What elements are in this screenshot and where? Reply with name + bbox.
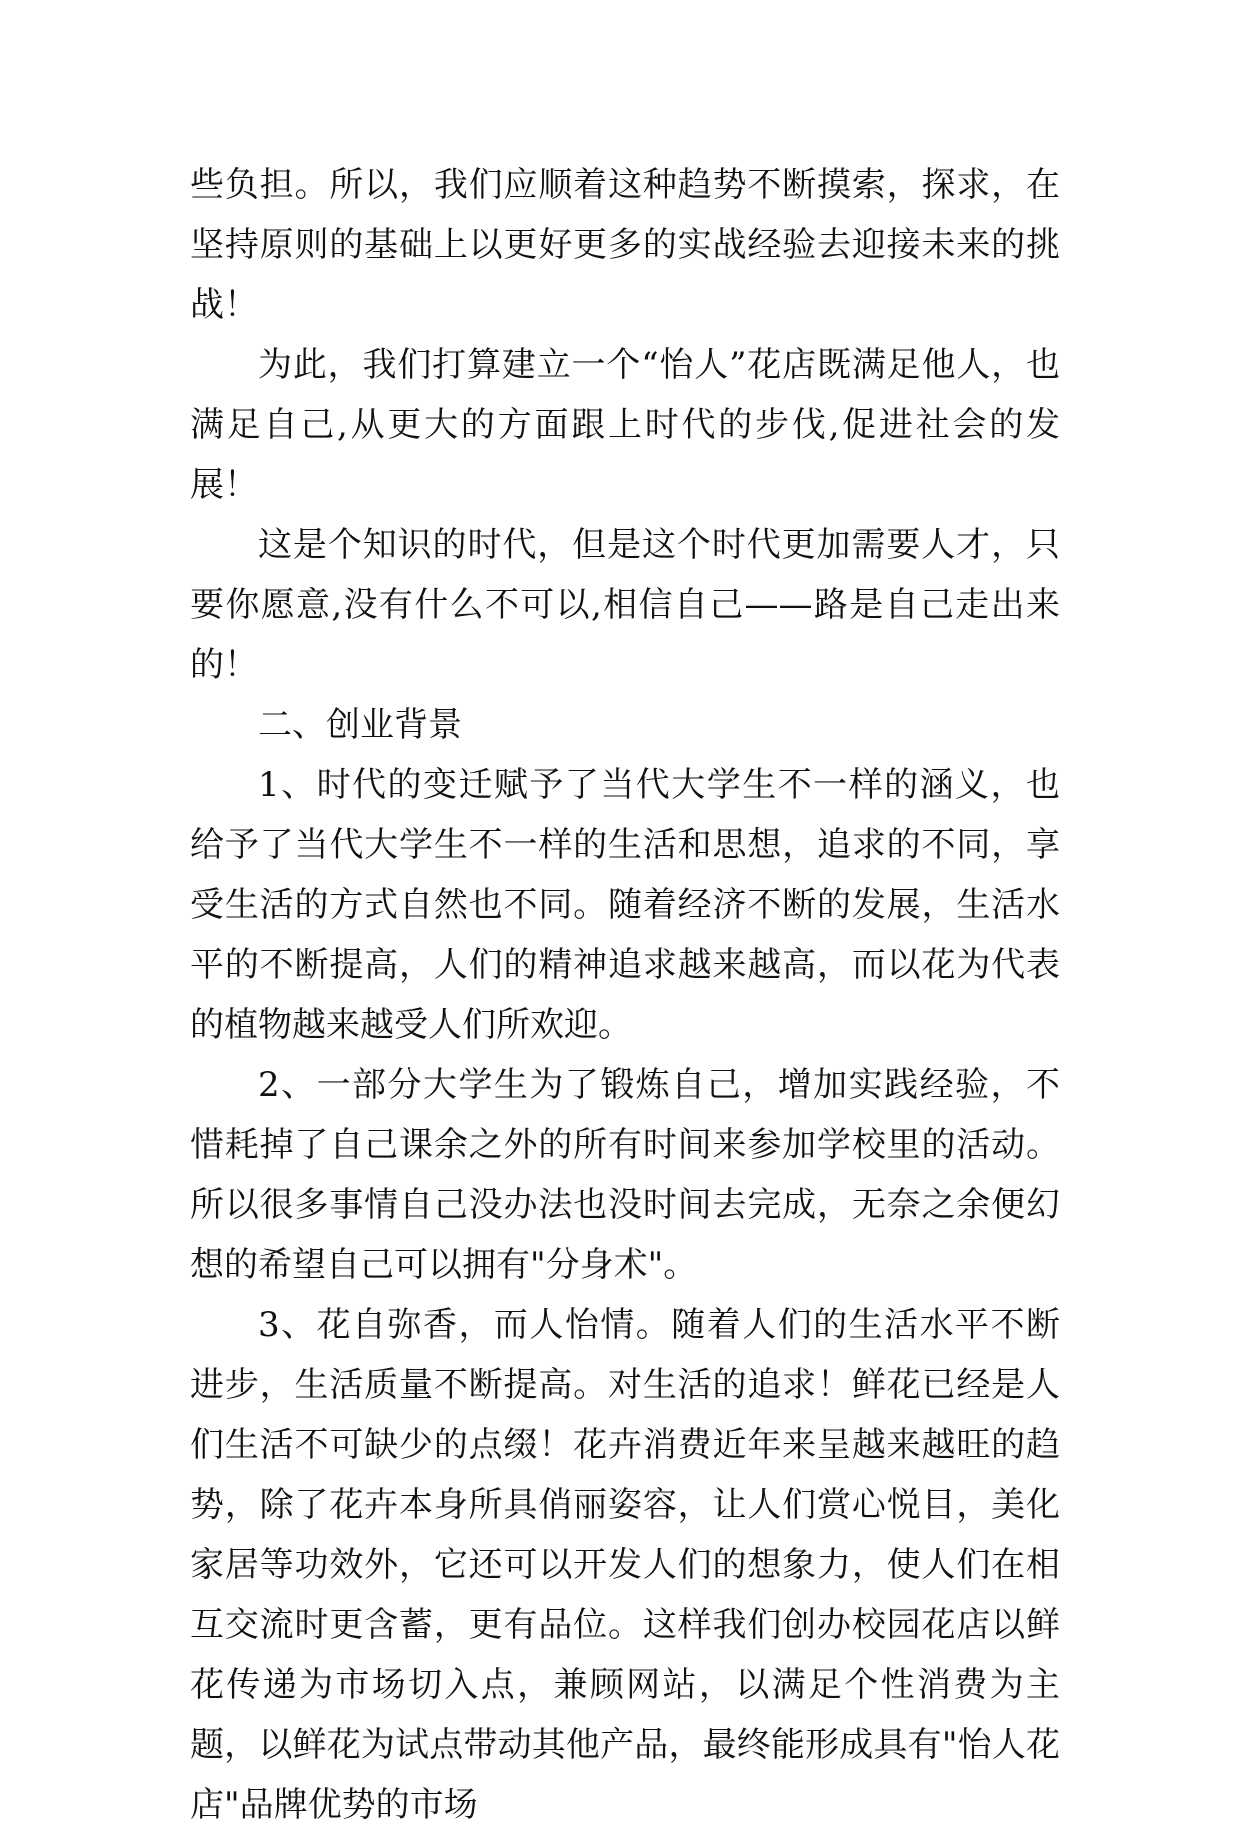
paragraph-flower-shop-plan: 为此，我们打算建立一个“怡人”花店既满足他人，也满足自己,从更大的方面跟上时代的步伐,促进社会的发展！ xyxy=(190,345,1060,505)
paragraph-item-1: 1、时代的变迁赋予了当代大学生不一样的涵义，也给予了当代大学生不一样的生活和思想，追求的不同，享受生活的方式自然也不同。随着经济不断的发展，生活水平的不断提高，人们的精神追求越来越高，而以花为代表的植物越来越受人们所欢迎。 xyxy=(190,765,1060,1045)
paragraph-item-2: 2、一部分大学生为了锻炼自己，增加实践经验，不惜耗掉了自己课余之外的所有时间来参加学校里的活动。所以很多事情自己没办法也没时间去完成，无奈之余便幻想的希望自己可以拥有"分身术"。 xyxy=(190,1065,1060,1285)
section-heading-background: 二、创业背景 xyxy=(258,705,462,745)
paragraph-item-3: 3、花自弥香，而人怡情。随着人们的生活水平不断进步，生活质量不断提高。对生活的追求！鲜花已经是人们生活不可缺少的点缀！花卉消费近年来呈越来越旺的趋势，除了花卉本身所具俏丽姿容，让人们赏心悦目，美化家居等功效外，它还可以开发人们的想象力，使人们在相互交流时更含蓄，更有品位。这样我们创办校园花店以鲜花传递为市场切入点，兼顾网站，以满足个性消费为主题，以鲜花为试点带动其他产品，最终能形成具有"怡人花店"品牌优势的市场 xyxy=(190,1305,1060,1825)
paragraph-continuation: 些负担。所以，我们应顺着这种趋势不断摸索，探求，在坚持原则的基础上以更好更多的实战经验去迎接未来的挑战！ xyxy=(190,165,1060,325)
paragraph-knowledge-era: 这是个知识的时代，但是这个时代更加需要人才，只要你愿意,没有什么不可以,相信自己——路是自己走出来的！ xyxy=(190,525,1060,685)
document-body xyxy=(190,155,1060,1835)
